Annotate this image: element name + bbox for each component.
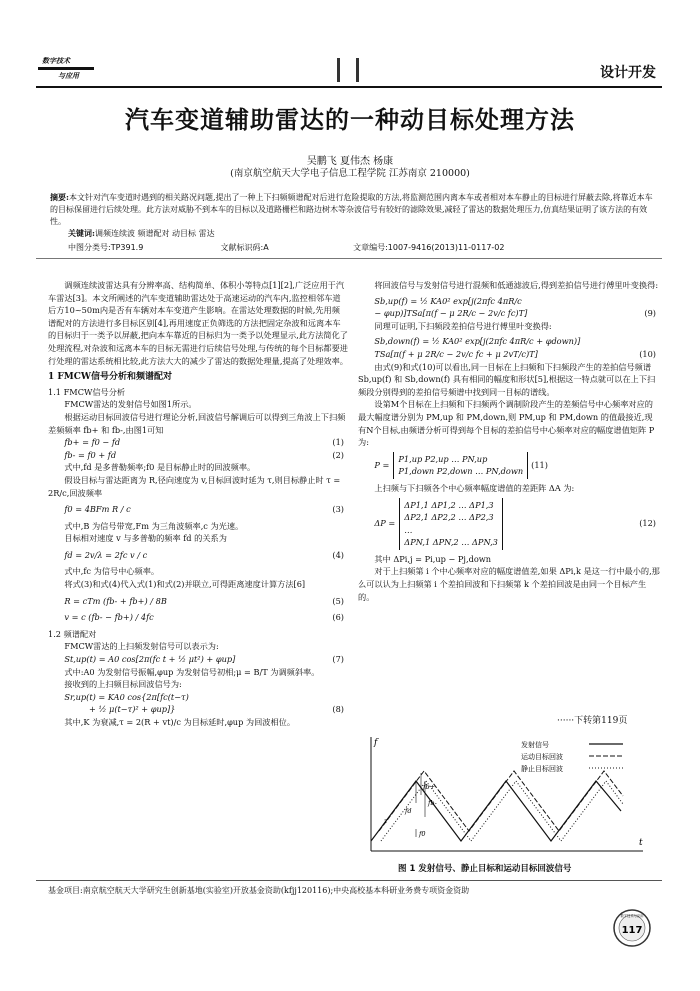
funding-note: 基金项目:南京航空航天大学研究生创新基地(实验室)开放基金资助(kfjj120116);中央高校基本科研业务费专项资金资助: [48, 886, 470, 895]
equation-number: (8): [332, 704, 344, 715]
section-tag: 设计开发: [600, 65, 656, 81]
abstract-label: 摘要:: [50, 192, 69, 202]
equation-3: [48, 503, 348, 516]
paragraph: 由式(9)和式(10)可以看出,同一目标在上扫频和下扫频段产生的差拍信号频谱 Sb,up(f) 和 Sb,down(f) 具有相同的幅度和形状[5],根据这一特点就可以在上下扫频段分别得到的差拍信号频谱中找到同一目标的谱线。: [358, 361, 656, 397]
paragraph: 式中,B 为信号带宽,Fm 为三角波频率,c 为光速。: [64, 520, 244, 531]
equation-body: fb- = f0 + fd: [64, 449, 117, 460]
equation-7: [48, 653, 348, 666]
equation-10-line-2: [358, 348, 660, 361]
equation-body: fb+ = f0 − fd: [64, 437, 121, 448]
logo-bar: [38, 67, 94, 70]
equation-1: [48, 436, 348, 449]
document-code: 文献标识码:A: [220, 243, 269, 252]
logo-line-2: 与应用: [58, 72, 79, 80]
keywords: [68, 228, 215, 239]
equation-body: Sb,down(f) = ½ KA0² exp[j(2πfc 4πR/c + φdown)]: [374, 336, 581, 347]
y-axis-label: f: [374, 738, 378, 748]
intro-paragraph: 调频连续波雷达具有分辨率高、结构简单、体积小等特点[1][2],广泛应用于汽车雷达[3]。本文所阐述的汽车变道辅助雷达处于高速运动的汽车内,监控相邻车道后方10~50m内是否有车辆对本车变道产生影响。在雷达处理数据的时候,先用频谱配对的方法进行多目标区别[4],再用速度正负筛选的方法把固定杂波和远离本车的目标归于一类予以屏蔽,把向本车靠近的目标归为一类予以处理显示,此方法简化了处理流程,对杂波和远离本车的目标无需进行后续信号处理,与传统的每个目标都要进行处理的雷达系统相比较,此方法大大的减少了雷达的数据处理量,提高了处理效率。: [48, 280, 348, 366]
equation-number: (2): [332, 449, 344, 460]
equation-body: R = cTm (fb- + fb+) / 8B: [64, 595, 167, 606]
paragraph: 接收到的上扫频目标回波信号为:: [64, 679, 182, 690]
paper-title: 汽车变道辅助雷达的一种动目标处理方法: [125, 105, 575, 134]
meta-rule: [36, 258, 662, 259]
matrix-delta-P: ΔP = ΔP1,1 ΔP1,2 … ΔP1,3 ΔP2,1 ΔP2,2 … ΔP2,3 … ΔPN,1 ΔPN,2 … ΔPN,3 (12): [358, 498, 660, 550]
equation-body: Sr,up(t) = KA0 cos{2π[fc(t−τ): [64, 691, 189, 702]
header-divider-right: [356, 58, 359, 82]
paragraph: 式中,fd 是多普勒频率;f0 是目标静止时的回波频率。: [64, 462, 256, 473]
figure-1: [361, 733, 651, 858]
subsection-1-2-heading: 1.2 频谱配对: [48, 628, 97, 639]
journal-logo: [38, 53, 94, 83]
equation-number: (9): [644, 308, 656, 319]
paragraph: FMCW雷达的发射信号如图1所示。: [64, 399, 197, 410]
annot-fb-down: fb-: [428, 799, 437, 807]
right-column: [358, 279, 660, 603]
paragraph: 其中 ΔPi,j = Pi,up − Pj,down: [374, 553, 492, 564]
equation-number: (7): [332, 654, 344, 665]
equation-body: TSa[π(f + μ 2R/c − 2v/c fc + μ 2vT/c)T]: [374, 348, 538, 359]
stationary-target-echo-line: [381, 781, 623, 841]
annot-fd: fd: [405, 807, 412, 815]
equation-body: − φup)]TSa[π(f − μ 2R/c − 2v/c fc)T]: [374, 308, 528, 319]
matrix-row: …: [404, 524, 413, 535]
paragraph: 设第M个目标在上扫频和下扫频两个调制阶段产生的差频信号中心频率对应的最大幅度谱分别为 PM,up 和 PM,down,则 PM,up 和 PM,down 的值最接近,现有N个目标,由频谱分析可得到每个目标的差拍信号中心频率对应的幅度谱值矩阵 P 为:: [358, 399, 655, 448]
authors: 吴鹏飞 夏伟杰 杨康: [306, 156, 394, 167]
moving-target-echo-line: [379, 771, 623, 831]
page-number: 117: [621, 925, 643, 936]
annot-tau: τ: [384, 817, 388, 825]
article-meta: [68, 242, 628, 253]
legend-transmit: 发射信号: [521, 741, 549, 749]
legend-stationary: 静止目标回波: [521, 765, 563, 773]
equation-number: (12): [639, 518, 656, 529]
paragraph: 将式(3)和式(4)代入式(1)和式(2)并联立,可得距离速度计算方法[6]: [64, 579, 306, 590]
equation-body: Sb,up(f) = ½ KA0² exp[j(2πfc 4πR/c: [374, 295, 522, 306]
equation-number: (10): [639, 348, 656, 359]
annot-f0: f0: [419, 830, 426, 838]
figure-legend: [521, 740, 623, 773]
figure-caption: 图 1 发射信号、静止目标和运动目标回波信号: [398, 864, 572, 874]
footer-rule: [36, 880, 662, 881]
equation-8-line-1: [48, 691, 348, 704]
matrix-row: ΔP1,1 ΔP1,2 … ΔP1,3: [404, 499, 494, 510]
keywords-label: 关键词:: [68, 228, 95, 238]
paragraph: 根据运动目标回波信号进行理论分析,回波信号解调后可以得到三角波上下扫频差频频率 fb+ 和 fb-,由图1可知: [48, 411, 346, 435]
left-column: [48, 279, 348, 729]
x-axis-label: t: [639, 838, 643, 848]
equation-9-line-2: [358, 307, 660, 320]
equation-number: (5): [332, 595, 344, 606]
equation-number: (1): [332, 437, 344, 448]
equation-2: [48, 449, 348, 462]
equation-8-line-2: [48, 703, 348, 716]
clc-number: 中图分类号:TP391.9: [68, 243, 144, 252]
matrix-P: P = P1,up P2,up … PN,up P1,down P2,down … PN,down (11): [358, 452, 660, 479]
paragraph: 假设目标与雷达距离为 R,径向速度为 v,目标回波时延为 τ,则目标静止时 τ = 2R/c,回波频率: [48, 474, 341, 498]
paragraph: 同理可证明,下扫频段差拍信号进行傅里叶变换得:: [374, 320, 552, 331]
paragraph: FMCW雷达的上扫频发射信号可以表示为:: [64, 641, 219, 652]
equation-9-line-1: [358, 295, 660, 308]
equation-number: (4): [332, 549, 344, 560]
equation-body: v = c (fb- − fb+) / 4fc: [64, 612, 154, 623]
article-number: 文章编号:1007-9416(2013)11-0117-02: [353, 243, 505, 252]
paragraph: 上扫频与下扫频各个中心频率幅度谱值的差距阵 ΔA 为:: [374, 482, 575, 493]
logo-line-1: 数字技术: [42, 57, 70, 65]
paragraph: 其中,K 为衰减,τ = 2(R + vt)/c 为目标延时,φup 为回波相位。: [64, 717, 296, 727]
equation-10-line-1: [358, 335, 660, 348]
continued-note: ······下转第119页: [557, 716, 628, 726]
page-number-badge: [612, 908, 652, 948]
legend-moving: 运动目标回波: [521, 753, 563, 761]
matrix-row: ΔPN,1 ΔPN,2 … ΔPN,3: [404, 537, 498, 548]
subsection-1-1-heading: 1.1 FMCW信号分析: [48, 386, 126, 397]
abstract-text: 本文针对汽车变道时遇到的相关路况问题,提出了一种上下扫频频谱配对后进行危险提取的方法,将监测范围内离本车或者相对本车静止的目标进行屏蔽去除,将靠近本车的目标保留进行后续处理。此方法对威胁不到本车的目标以及道路栅栏和路边树木等杂波信号有较好的滤除效果,减轻了雷达的数据处理压力,仿真结果证明了该方法的有效性。: [50, 193, 653, 226]
equation-body: f0 = 4BFm R / c: [64, 504, 131, 515]
annot-fb-up: fb+: [423, 783, 436, 791]
affiliation: (南京航空航天大学电子信息工程学院 江苏南京 210000): [230, 168, 470, 179]
paragraph: 式中,fc 为信号中心频率。: [64, 566, 160, 577]
equation-body: + ½ μ(t−τ)² + φup]}: [89, 704, 176, 715]
equation-body: fd = 2v/λ = 2fc v / c: [64, 549, 148, 560]
equation-6: [48, 611, 348, 624]
paragraph: 目标相对速度 v 与多普勒的频率 fd 的关系为: [64, 533, 227, 544]
equation-4: [48, 549, 348, 562]
paragraph: 式中:A0 为发射信号振幅,φup 为发射信号初相;μ = B/T 为调频斜率。: [64, 666, 320, 677]
badge-text: 数字技术与应用: [620, 914, 644, 918]
section-1-heading: 1 FMCW信号分析和频谱配对: [48, 372, 173, 383]
header-divider-left: [337, 58, 340, 82]
paragraph: 将回波信号与发射信号进行混频和低通滤波后,得到差拍信号进行傅里叶变换得:: [374, 280, 659, 290]
equation-number: (3): [332, 504, 344, 515]
matrix-row: P1,down P2,down … PN,down: [398, 466, 524, 477]
equation-body: St,up(t) = A0 cos[2π(fc t + ½ μt²) + φup]: [64, 654, 236, 665]
equation-5: [48, 595, 348, 608]
paragraph: 对于上扫频第 i 个中心频率对应的幅度谱值差,如果 ΔPi,k 是这一行中最小的,那么可以认为上扫频第 i 个差拍回波和下扫频第 k 个差拍回波是由同一个目标产生的。: [358, 566, 660, 602]
matrix-row: P1,up P2,up … PN,up: [398, 453, 488, 464]
equation-number: (11): [531, 460, 548, 471]
keywords-text: 调频连续波 频谱配对 动目标 雷达: [94, 229, 215, 238]
matrix-row: ΔP2,1 ΔP2,2 … ΔP2,3: [404, 512, 494, 523]
equation-number: (6): [332, 612, 344, 623]
header-rule: [36, 86, 662, 88]
abstract: [50, 191, 655, 228]
